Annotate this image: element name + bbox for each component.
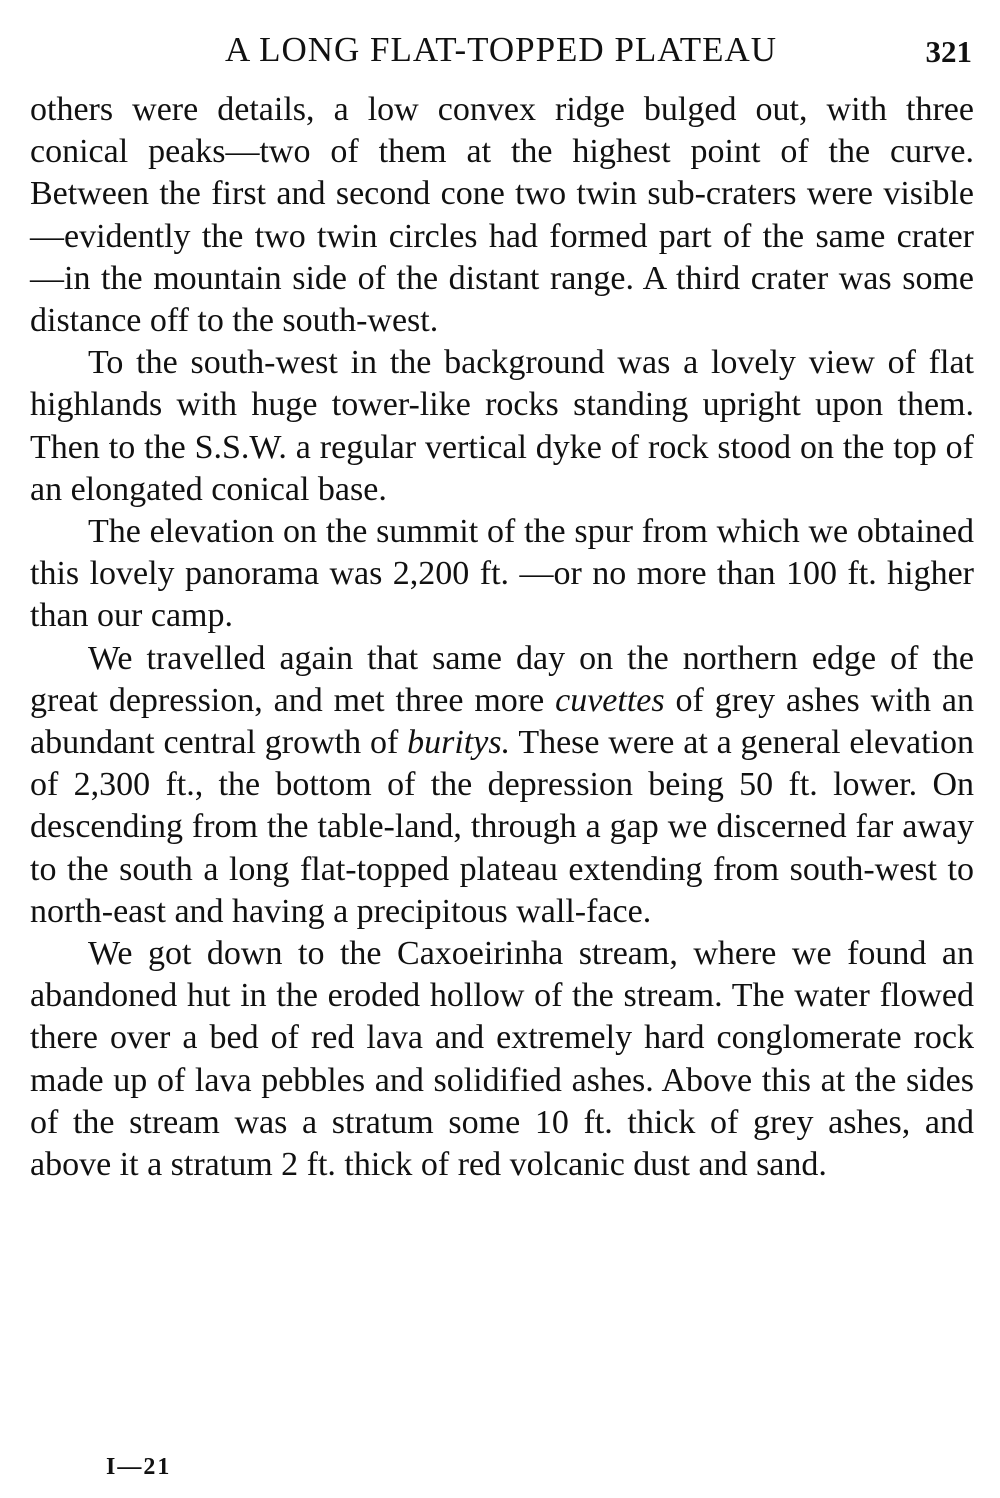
running-title: A LONG FLAT-TOPPED PLATEAU <box>224 30 778 69</box>
paragraph-4 <box>30 638 974 933</box>
paragraph-4-text-c: These were at a general elevation of 2,300 ft., the bottom of the depression being 50 ft. lower. On descending from the table-land, through a gap we discerned far away to the south a long flat-topped plateau extending from south-west to north-east and having a precipitous wall-face. <box>30 724 975 930</box>
body-text <box>30 89 974 1186</box>
page-number: 321 <box>925 34 972 69</box>
paragraph-3: The elevation on the summit of the spur from which we obtained this lovely panorama was 2,200 ft. —or no more than 100 ft. higher than our camp. <box>30 513 974 635</box>
italic-term-cuvettes: cuvettes <box>555 681 665 719</box>
running-head <box>30 22 972 78</box>
paragraph-1: others were details, a low convex ridge bulged out, with three conical peaks—two of them at the highest point of the curve. Between the first and second cone two twin sub-craters were visible—evidently the two twin circles had formed part of the same crater—in the mountain side of the distant range. A third crater was some distance off to the south-west. <box>30 91 974 340</box>
paragraph-2: To the south-west in the background was a lovely view of flat highlands with huge tower-like rocks standing upright upon them. Then to the S.S.W. a regular vertical dyke of rock stood on the top of an elongated conical base. <box>30 344 974 508</box>
paragraph-4-text-a: We travelled again that same day on the northern edge of the great depression, and met three more <box>30 639 974 719</box>
paragraph-5: We got down to the Caxoeirinha stream, where we found an abandoned hut in the eroded hollow of the stream. The water flowed there over a bed of red lava and extremely hard conglomerate rock made up of lava pebbles and solidified ashes. Above this at the sides of the stream was a stratum some 10 ft. thick of grey ashes, and above it a stratum 2 ft. thick of red volcanic dust and sand. <box>30 935 974 1184</box>
signature-mark: I—21 <box>106 1454 172 1480</box>
paragraph-4-text-b: of grey ashes with an abundant central growth of <box>30 681 975 762</box>
italic-term-buritys: buritys. <box>407 724 511 762</box>
